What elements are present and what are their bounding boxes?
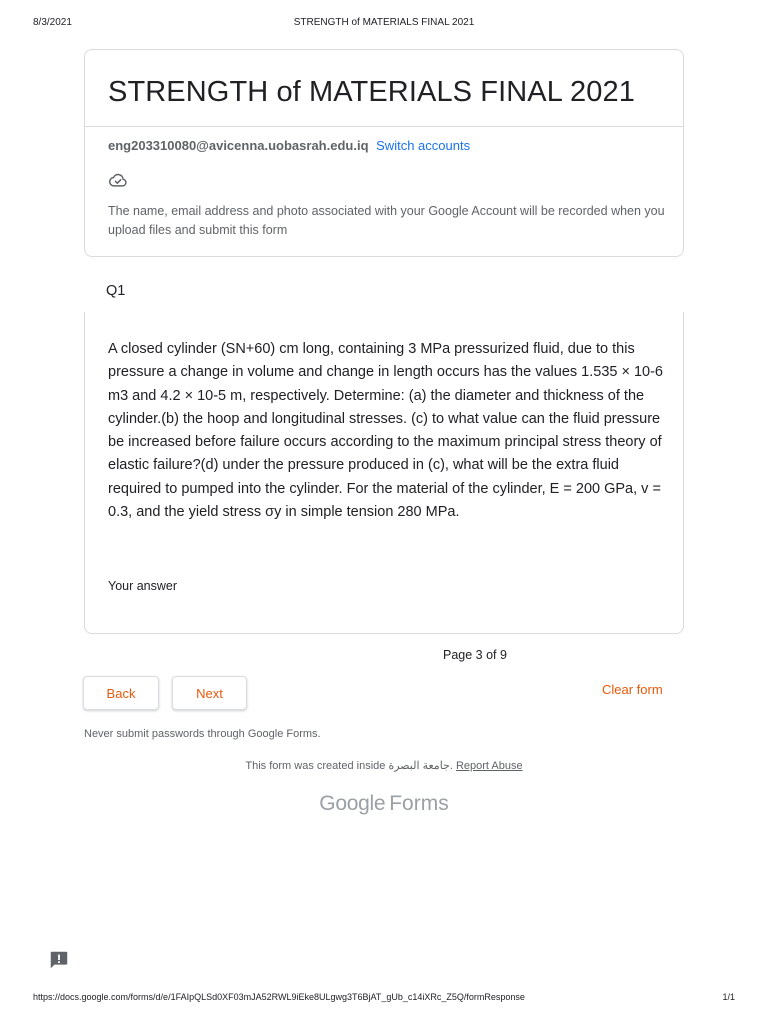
switch-accounts-link[interactable]: Switch accounts xyxy=(376,138,471,153)
clear-form-button[interactable]: Clear form xyxy=(602,682,663,697)
cloud-done-icon xyxy=(108,170,128,190)
question-card xyxy=(84,312,684,634)
report-abuse-link[interactable]: Report Abuse xyxy=(455,760,523,772)
created-by-line xyxy=(0,759,768,772)
privacy-notice: The name, email address and photo associated with your Google Account will be recorded when you upload files and submit this form xyxy=(108,204,665,237)
next-button[interactable]: Next xyxy=(172,676,247,710)
feedback-icon[interactable] xyxy=(48,949,70,971)
print-page-number: 1/1 xyxy=(722,992,735,1002)
form-title: STRENGTH of MATERIALS FINAL 2021 xyxy=(108,76,635,108)
created-prefix: This form was created inside xyxy=(245,760,389,772)
password-warning: Never submit passwords through Google Forms. xyxy=(84,728,321,740)
logo-google: Google xyxy=(319,792,386,815)
header-divider xyxy=(85,126,683,127)
created-suffix: . xyxy=(449,760,456,772)
account-line xyxy=(108,138,470,153)
print-date: 8/3/2021 xyxy=(33,17,72,28)
account-email: eng203310080@avicenna.uobasrah.edu.iq xyxy=(108,138,369,153)
google-forms-logo[interactable] xyxy=(0,792,768,816)
page-indicator: Page 3 of 9 xyxy=(443,648,507,662)
back-button[interactable]: Back xyxy=(83,676,159,710)
question-text: A closed cylinder (SN+60) cm long, containing 3 MPa pressurized fluid, due to this pressure a change in volume and change in length occurs has the values 1.535 × 10-6 m3 and 4.2 × 10-5 m, respectively. Determine: (a) the diameter and thickness of the cylinder.(b) the hoop and longitudinal stresses. (c) to what value can the fluid pressure be increased before failure occurs according to the maximum principal stress theory of elastic failure?(d) under the pressure produced in (c), what will be the extra fluid required to pumped into the cylinder. For the material of the cylinder, E = 200 GPa, v = 0.3, and the yield stress σy in simple tension 280 MPa. xyxy=(108,341,663,521)
print-title: STRENGTH of MATERIALS FINAL 2021 xyxy=(293,17,475,28)
print-url: https://docs.google.com/forms/d/e/1FAIpQLSd0XF03mJA52RWL9iEke8ULgwg3T6BjAT_gUb_c14iXRc_Z5Q/formResponse xyxy=(33,992,525,1002)
form-header-card xyxy=(84,49,684,257)
section-title: Q1 xyxy=(106,283,126,299)
organization-name: جامعة البصرة xyxy=(388,760,450,772)
answer-field[interactable]: Your answer xyxy=(108,579,178,593)
logo-forms: Forms xyxy=(389,792,449,815)
